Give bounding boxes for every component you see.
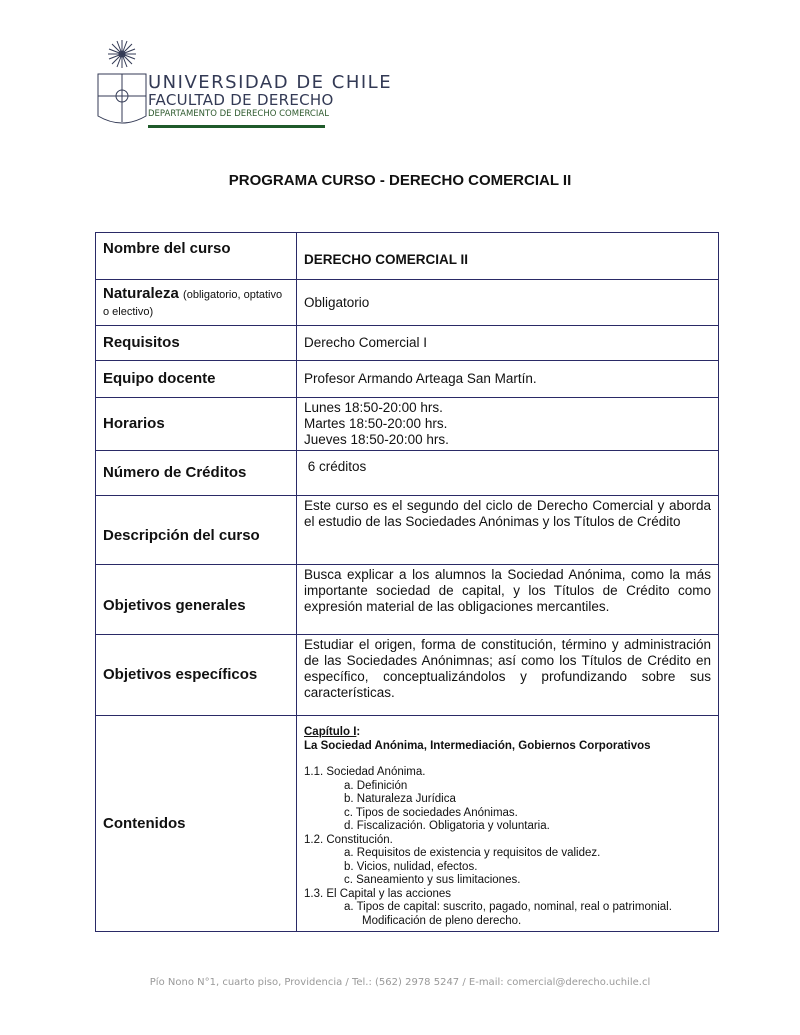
row-label: Número de Créditos xyxy=(96,451,297,496)
row-label: Objetivos específicos xyxy=(96,635,297,716)
row-label: Requisitos xyxy=(96,326,297,361)
table-row xyxy=(96,398,719,451)
schedule-line: Lunes 18:50-20:00 hrs. xyxy=(304,400,443,415)
chapter-heading: Capítulo I xyxy=(304,726,357,738)
row-value: Este curso es el segundo del ciclo de Derecho Comercial y aborda el estudio de las Sociedades Anónimas y los Títulos de Crédito xyxy=(297,496,719,565)
row-label: Contenidos xyxy=(96,716,297,932)
row-value: Estudiar el origen, forma de constitución, término y administración de las Sociedades Anónimnas; así como los Títulos de Crédito en específico, conceptualizándolos y profundizando sobre sus características. xyxy=(297,635,719,716)
row-value: Obligatorio xyxy=(297,280,719,326)
contents-item: a. Requisitos de existencia y requisitos de validez. xyxy=(344,847,601,859)
page-title: PROGRAMA CURSO - DERECHO COMERCIAL II xyxy=(228,172,572,189)
table-row xyxy=(96,233,719,280)
table-row xyxy=(96,565,719,635)
chapter-colon: : xyxy=(356,726,361,738)
table-row xyxy=(96,635,719,716)
table-row xyxy=(96,451,719,496)
contents-item: 1.2. Constitución. xyxy=(304,833,393,846)
table-row xyxy=(96,326,719,361)
table-row xyxy=(96,361,719,398)
department-name: DEPARTAMENTO DE DERECHO COMERCIAL xyxy=(148,109,329,119)
row-value: Profesor Armando Arteaga San Martín. xyxy=(297,361,719,398)
row-value: 6 créditos xyxy=(297,451,719,496)
row-label: Objetivos generales xyxy=(96,565,297,635)
contents-item: a. Definición xyxy=(344,779,408,792)
contents-item: a. Tipos de capital: suscrito, pagado, nominal, real o patrimonial. xyxy=(344,901,672,913)
table-row xyxy=(96,280,719,326)
header-divider xyxy=(148,125,325,128)
row-label: Horarios xyxy=(96,398,297,451)
row-label xyxy=(96,280,297,326)
faculty-name: FACULTAD DE DERECHO xyxy=(148,91,334,109)
row-label: Descripción del curso xyxy=(96,496,297,565)
row-label: Nombre del curso xyxy=(96,233,297,280)
contents-item: 1.3. El Capital y las acciones xyxy=(304,887,452,900)
row-value: DERECHO COMERCIAL II xyxy=(297,233,719,280)
course-table xyxy=(95,232,719,932)
contents-item: Modificación de pleno derecho. xyxy=(362,914,522,927)
label-note: (obligatorio, optativo o electivo) xyxy=(103,288,283,318)
schedule-line: Jueves 18:50-20:00 hrs. xyxy=(304,432,449,447)
label-text: Naturaleza xyxy=(103,284,179,302)
contents-item: c. Saneamiento y sus limitaciones. xyxy=(344,874,521,886)
footer-contact: Pío Nono N°1, cuarto piso, Providencia / Tel.: (562) 2978 5247 / E-mail: comercial@derecho.uchile.cl xyxy=(149,977,651,988)
contents-cell xyxy=(297,716,719,932)
row-value xyxy=(297,398,719,451)
contents-item: b. Vicios, nulidad, efectos. xyxy=(344,860,478,873)
table-row xyxy=(96,716,719,932)
contents-item: b. Naturaleza Jurídica xyxy=(344,793,456,805)
row-label: Equipo docente xyxy=(96,361,297,398)
university-name: UNIVERSIDAD DE CHILE xyxy=(148,72,393,93)
row-value: Busca explicar a los alumnos la Sociedad Anónima, como la más importante sociedad de capital, y los Títulos de Crédito como expresión material de las obligaciones mercantiles. xyxy=(297,565,719,635)
university-crest-logo xyxy=(94,38,150,130)
table-row xyxy=(96,496,719,565)
contents-item: d. Fiscalización. Obligatoria y voluntaria. xyxy=(344,820,550,832)
contents-item: c. Tipos de sociedades Anónimas. xyxy=(344,806,518,819)
contents-item: 1.1. Sociedad Anónima. xyxy=(304,766,426,778)
schedule-line: Martes 18:50-20:00 hrs. xyxy=(304,416,448,431)
chapter-title: La Sociedad Anónima, Intermediación, Gobiernos Corporativos xyxy=(304,739,651,752)
row-value: Derecho Comercial I xyxy=(297,326,719,361)
